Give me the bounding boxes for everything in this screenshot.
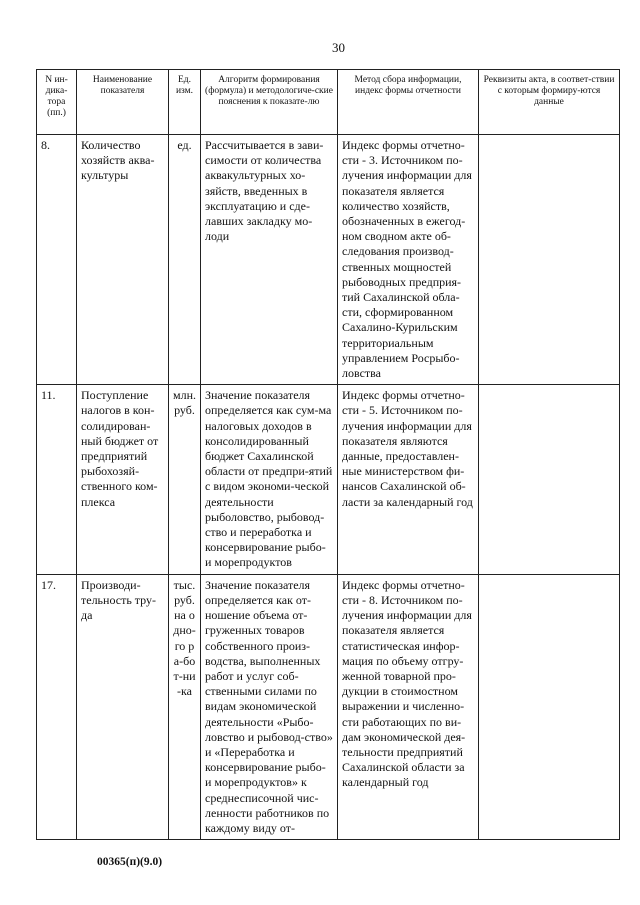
- cell-algorithm: Значение показателя определяется как сум-ма налоговых доходов в консолидированный бюджет Сахалинской области от предпри-ятий с видом экономи-ческой деятельности рыболовство, рыбовод-ство и переработка и консервирование рыбо- и морепродуктов: [201, 385, 338, 574]
- table-row: [37, 574, 620, 839]
- cell-name: Производи-тельность тру-да: [77, 574, 169, 839]
- cell-method: Индекс формы отчетно-сти - 5. Источником по-лучения информации для показателя являются данные, предоставлен-ные министерством фи-нансов Сахалинской об-ласти за календарный год: [338, 385, 479, 574]
- header-method: Метод сбора информации, индекс формы отчетности: [338, 70, 479, 135]
- cell-name: Поступление налогов в кон-солидирован-ный бюджет от предприятий рыбохозяй-ственного ком-плекса: [77, 385, 169, 574]
- header-requisites: Реквизиты акта, в соответ-ствии с которым формиру-ются данные: [479, 70, 620, 135]
- table-header-row: [37, 70, 620, 135]
- cell-unit: тыс. руб. на одно-го ра-бот-ни-ка: [169, 574, 201, 839]
- indicators-table: [36, 69, 620, 840]
- header-unit: Ед. изм.: [169, 70, 201, 135]
- table-row: [37, 135, 620, 385]
- cell-unit: млн. руб.: [169, 385, 201, 574]
- document-code: 00365(п)(9.0): [97, 856, 163, 868]
- page-number: 30: [332, 40, 345, 55]
- cell-number: 17.: [37, 574, 77, 839]
- cell-algorithm: Значение показателя определяется как от-ношение объема от-груженных товаров собственного произ-водства, выполненных работ и услуг соб-ственными силами по видам экономической деятельности «Рыбо-ловство и рыбовод-ство» и «Переработка и консервирование рыбо- и морепродуктов» к среднесписочной чис-ленности работников по каждому виду от-: [201, 574, 338, 839]
- cell-unit: ед.: [169, 135, 201, 385]
- header-indicator-name: Наименование показателя: [77, 70, 169, 135]
- header-indicator-number: N ин-дика-тора (пп.): [37, 70, 77, 135]
- cell-requisites: [479, 385, 620, 574]
- cell-name: Количество хозяйств аква-культуры: [77, 135, 169, 385]
- cell-method: Индекс формы отчетно-сти - 3. Источником по-лучения информации для показателя является количество хозяйств, обозначенных в ежегод-ном сводном акте об-следования производ-ственных мощностей рыбоводных предприя-тий Сахалинской обла-сти, сформированном Сахалино-Курильским территориальным управлением Росрыбо-ловства: [338, 135, 479, 385]
- cell-method: Индекс формы отчетно-сти - 8. Источником по-лучения информации для показателя является статистическая инфор-мация по объему отгру-женной товарной про-дукции в стоимостном выражении и численно-сти работающих по ви-дам экономической дея-тельности предприятий Сахалинской области за календарный год: [338, 574, 479, 839]
- header-algorithm: Алгоритм формирования (формула) и методологиче-ские пояснения к показате-лю: [201, 70, 338, 135]
- cell-requisites: [479, 574, 620, 839]
- cell-requisites: [479, 135, 620, 385]
- cell-algorithm: Рассчитывается в зави-симости от количества аквакультурных хо-зяйств, введенных в эксплуатацию и сде-лавших закладку мо-лоди: [201, 135, 338, 385]
- table-row: [37, 385, 620, 574]
- cell-number: 11.: [37, 385, 77, 574]
- cell-number: 8.: [37, 135, 77, 385]
